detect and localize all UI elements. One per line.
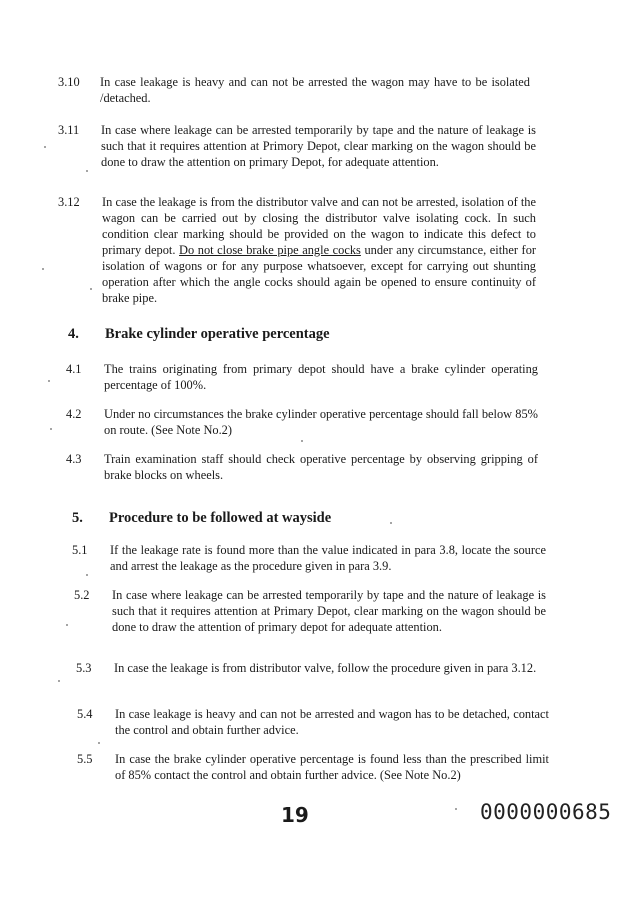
scan-speck	[50, 428, 52, 430]
scan-speck	[98, 742, 100, 744]
underlined-warning: Do not close brake pipe angle cocks	[179, 243, 361, 257]
scan-speck	[455, 808, 457, 810]
paragraph-number: 4.1	[66, 362, 82, 376]
scan-speck	[86, 574, 88, 576]
paragraph-number: 3.10	[58, 75, 80, 89]
heading-number: 4.	[68, 326, 79, 342]
paragraph-text-part: In case the leakage is from the distributor valve and can not be arrested, isolation of the wagon can be carried out by closing the distributor valve isolating cock. In such condition clear marking should be provided on the wagon to indicate this defect to primary depot.	[102, 195, 536, 257]
paragraph-text: In case leakage is heavy and can not be arrested and wagon has to be detached, contact the control and obtain further advice.	[115, 707, 549, 737]
page-number: 19	[281, 803, 309, 827]
paragraph-text: Train examination staff should check operative percentage by observing gripping of brake blocks on wheels.	[104, 452, 538, 482]
paragraph-number: 4.2	[66, 407, 82, 421]
scan-speck	[58, 680, 60, 682]
document-stamp-number: 0000000685	[480, 800, 612, 824]
paragraph-text: In case leakage is heavy and can not be arrested the wagon may have to be isolated /detached.	[100, 75, 530, 105]
paragraph-number: 5.4	[77, 707, 93, 721]
paragraph-number: 5.3	[76, 661, 92, 675]
paragraph-text: In case where leakage can be arrested temporarily by tape and the nature of leakage is such that it requires attention at Primory Depot, clear marking on the wagon should be done to draw the attention on primary Depot, for adequate attention.	[101, 123, 536, 169]
scan-speck	[90, 288, 92, 290]
paragraph-number: 5.1	[72, 543, 88, 557]
scan-speck	[86, 170, 88, 172]
paragraph-number: 3.12	[58, 195, 80, 209]
scan-speck	[48, 380, 50, 382]
paragraph-text-part: under any circumstance, either for isolation of wagons or for any purpose whatsoever, except for carrying out shunting operation after which the angle cocks should again be opened to ensure continuity of brake pipe.	[102, 243, 537, 305]
paragraph-text: In case where leakage can be arrested temporarily by tape and the nature of leakage is such that it requires attention at Primary Depot, clear marking on the wagon should be done to draw the attention of primary depot for adequate attention.	[112, 588, 546, 634]
scan-speck	[42, 268, 44, 270]
scan-speck	[301, 440, 303, 442]
scan-speck	[66, 624, 68, 626]
paragraph-number: 3.11	[58, 123, 80, 137]
heading-title: Procedure to be followed at wayside	[109, 510, 332, 526]
heading-title: Brake cylinder operative percentage	[105, 326, 330, 342]
paragraph-text: In case the leakage is from distributor valve, follow the procedure given in para 3.12.	[114, 661, 537, 675]
paragraph-number: 5.2	[74, 588, 90, 602]
paragraph-text: The trains originating from primary depot should have a brake cylinder operating percentage of 100%.	[104, 362, 538, 392]
paragraph-number: 4.3	[66, 452, 82, 466]
paragraph-text	[102, 194, 536, 306]
scan-speck	[44, 146, 46, 148]
paragraph-number: 5.5	[77, 752, 93, 766]
paragraph-text: In case the brake cylinder operative percentage is found less than the prescribed limit of 85% contact the control and obtain further advice. (See Note No.2)	[115, 752, 549, 782]
scan-speck	[390, 522, 392, 524]
paragraph-text: If the leakage rate is found more than the value indicated in para 3.8, locate the source and arrest the leakage as the procedure given in para 3.9.	[110, 543, 546, 573]
paragraph-text: Under no circumstances the brake cylinder operative percentage should fall below 85% on route. (See Note No.2)	[104, 407, 538, 437]
heading-number: 5.	[72, 510, 83, 526]
